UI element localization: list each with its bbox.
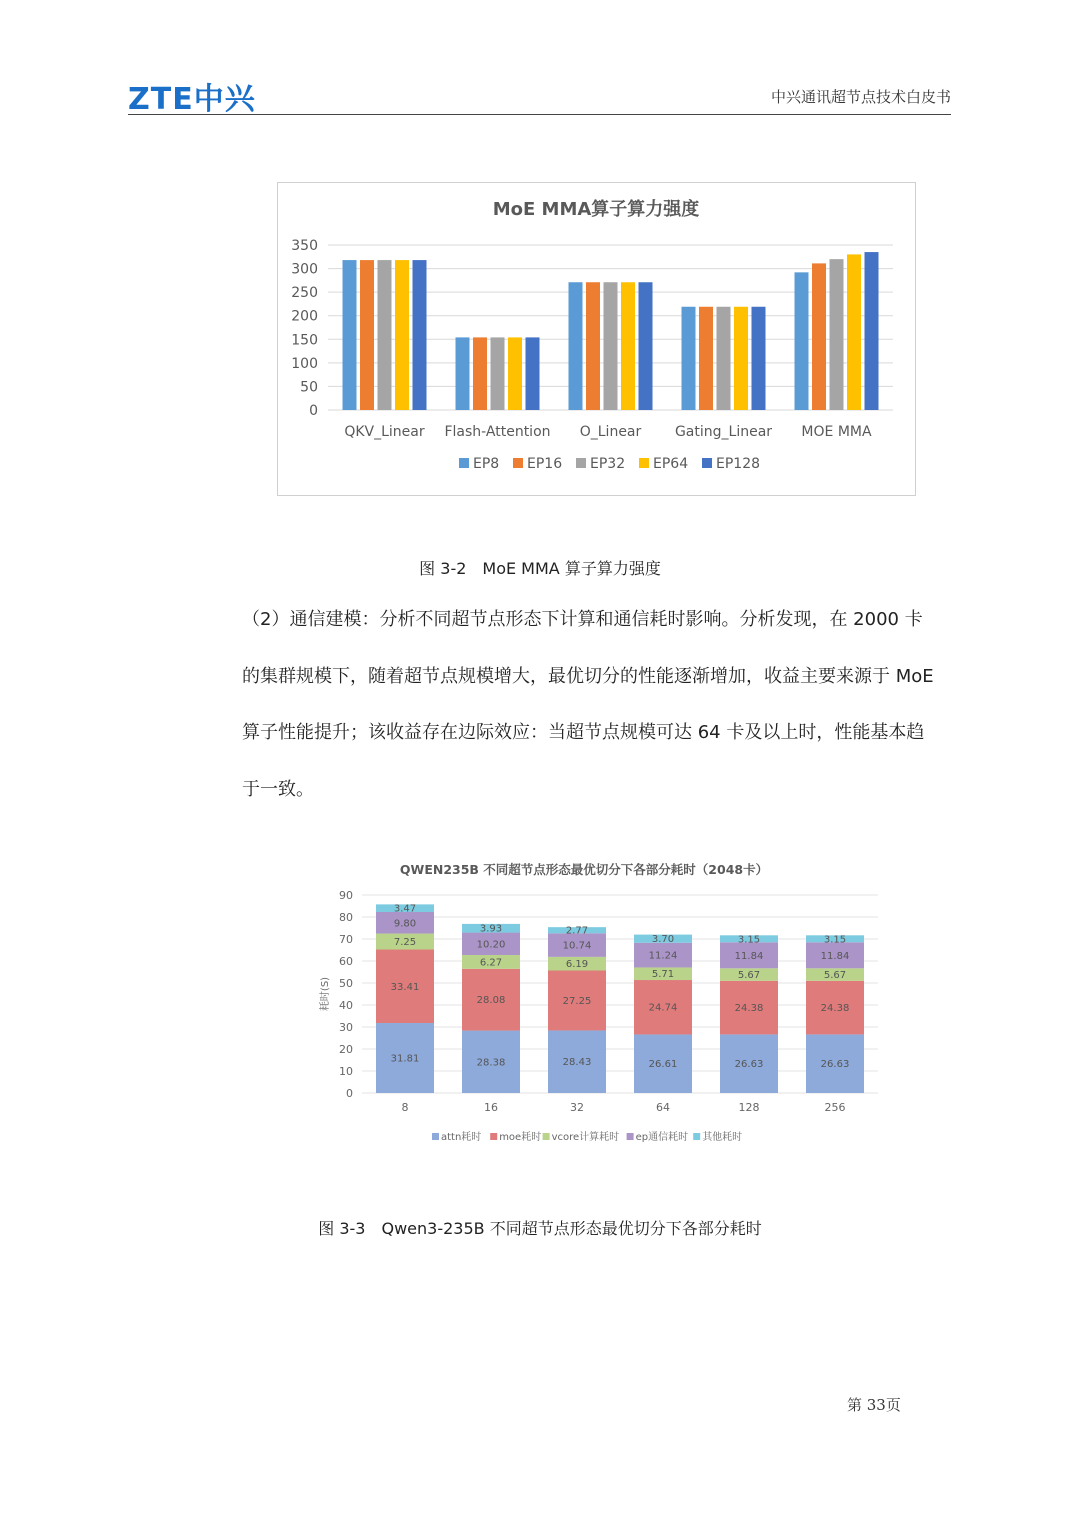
legend-swatch [432,1133,439,1140]
bar-ep16 [360,260,374,410]
data-label: 5.67 [823,970,847,982]
bar-ep128 [752,307,766,410]
legend-swatch [693,1133,700,1140]
data-label: 3.15 [737,934,761,946]
x-tick-label: Flash-Attention [444,424,551,440]
legend-label: moe耗时 [499,1132,542,1143]
bar-ep16 [812,263,826,410]
document-title: 中兴通讯超节点技术白皮书 [770,88,951,106]
legend-label: EP32 [590,456,626,472]
legend-swatch [543,1133,550,1140]
y-tick-label: 80 [339,911,353,924]
x-tick-label: 256 [824,1101,846,1114]
qwen-timing-chart [310,855,890,1155]
x-tick-label: 8 [401,1101,409,1114]
x-tick-label: 32 [570,1101,584,1114]
bar-ep128 [413,260,427,410]
y-tick-label: 100 [291,355,318,372]
legend-label: ep通信耗时 [635,1132,689,1143]
data-label: 10.20 [476,939,506,951]
x-tick-label: 64 [656,1101,670,1114]
bar-ep128 [639,282,653,410]
figure-3-3-caption: 图 3-3 Qwen3-235B 不同超节点形态最优切分下各部分耗时 [318,1219,762,1238]
page-number: 第 33页 [847,1396,901,1414]
bar-ep8 [569,282,583,410]
legend-swatch [702,458,712,468]
bar-ep128 [865,252,879,410]
body-paragraph [242,592,952,818]
bar-ep64 [508,337,522,410]
data-label: 26.61 [648,1059,678,1071]
bar-ep16 [586,282,600,410]
qwen-timing-chart-svg [310,855,890,1155]
y-tick-label: 10 [339,1065,353,1078]
data-label: 26.63 [734,1059,764,1071]
bar-ep8 [795,272,809,410]
y-tick-label: 50 [339,977,353,990]
page-header [128,70,951,115]
zte-logo: ZTE中兴 [128,82,256,117]
y-tick-label: 0 [309,403,318,419]
legend-swatch [639,458,649,468]
bar-ep32 [604,282,618,410]
paragraph-line: （2）通信建模：分析不同超节点形态下计算和通信耗时影响。分析发现，在 2000 卡 [242,609,923,630]
data-label: 5.71 [651,969,675,981]
chart-title: MoE MMA算子算力强度 [492,199,700,220]
bar-ep32 [491,337,505,410]
data-label: 31.81 [390,1053,420,1065]
bar-ep16 [473,337,487,410]
paragraph-line: 算子性能提升；该收益存在边际效应：当超节点规模可达 64 卡及以上时，性能基本趋 [242,722,925,743]
chart-title: QWEN235B 不同超节点形态最优切分下各部分耗时（2048卡） [399,862,769,877]
paragraph-line: 于一致。 [242,778,314,800]
moe-mma-chart-svg [278,183,915,495]
data-label: 3.93 [479,923,503,935]
data-label: 27.25 [562,995,592,1007]
data-label: 3.15 [823,934,847,946]
data-label: 11.84 [734,950,764,962]
y-axis-label: 耗时(S) [320,976,331,1012]
bar-ep64 [734,307,748,410]
legend-swatch [576,458,586,468]
data-label: 24.74 [648,1002,678,1014]
data-label: 26.63 [820,1059,850,1071]
x-tick-label: O_Linear [579,424,642,440]
y-tick-label: 200 [291,308,318,325]
data-label: 28.08 [476,995,506,1007]
legend-label: 其他耗时 [702,1132,743,1143]
legend-label: vcore计算耗时 [551,1132,620,1143]
data-label: 9.80 [393,918,417,930]
data-label: 3.47 [393,903,417,915]
x-tick-label: MOE MMA [801,424,872,440]
legend-label: attn耗时 [441,1132,482,1143]
bar-ep8 [682,307,696,410]
y-tick-label: 350 [291,238,318,254]
paragraph-line: 的集群规模下，随着超节点规模增大，最优切分的性能逐渐增加，收益主要来源于 MoE [242,665,934,687]
bar-ep64 [847,254,861,410]
legend-swatch [490,1133,497,1140]
data-label: 10.74 [562,940,592,952]
legend-label: EP8 [473,456,500,472]
legend-label: EP64 [653,456,689,472]
y-tick-label: 90 [339,889,353,902]
data-label: 11.84 [820,950,850,962]
x-tick-label: 128 [738,1101,760,1114]
bar-ep32 [378,260,392,410]
legend-label: EP128 [716,456,761,472]
bar-ep128 [526,337,540,410]
data-label: 3.70 [651,934,675,946]
x-tick-label: Gating_Linear [674,424,773,440]
y-tick-label: 70 [339,933,353,946]
figure-3-2-caption: 图 3-2 MoE MMA 算子算力强度 [419,559,661,578]
bar-ep32 [717,307,731,410]
bar-ep16 [699,307,713,410]
moe-mma-chart [277,182,916,496]
data-label: 24.38 [734,1003,764,1015]
y-tick-label: 0 [346,1087,353,1100]
y-tick-label: 60 [339,955,353,968]
legend-swatch [459,458,469,468]
bar-ep64 [621,282,635,410]
y-tick-label: 50 [300,379,318,396]
data-label: 24.38 [820,1003,850,1015]
x-tick-label: 16 [484,1101,498,1114]
y-tick-label: 150 [291,332,318,349]
data-label: 28.43 [562,1057,592,1069]
data-label: 5.67 [737,970,761,982]
data-label: 6.27 [479,957,503,969]
data-label: 7.25 [393,937,417,949]
y-tick-label: 20 [339,1043,353,1056]
y-tick-label: 40 [339,999,353,1012]
x-tick-label: QKV_Linear [344,424,425,440]
y-tick-label: 30 [339,1021,353,1034]
data-label: 2.77 [565,925,589,937]
legend-label: EP16 [527,456,563,472]
bar-ep8 [456,337,470,410]
data-label: 11.24 [648,950,678,962]
bar-ep32 [830,259,844,410]
data-label: 6.19 [565,959,589,971]
data-label: 28.38 [476,1057,506,1069]
y-tick-label: 300 [291,261,318,278]
legend-swatch [513,458,523,468]
legend-swatch [627,1133,634,1140]
y-tick-label: 250 [291,285,318,302]
bar-ep8 [343,260,357,410]
data-label: 33.41 [390,981,420,993]
bar-ep64 [395,260,409,410]
